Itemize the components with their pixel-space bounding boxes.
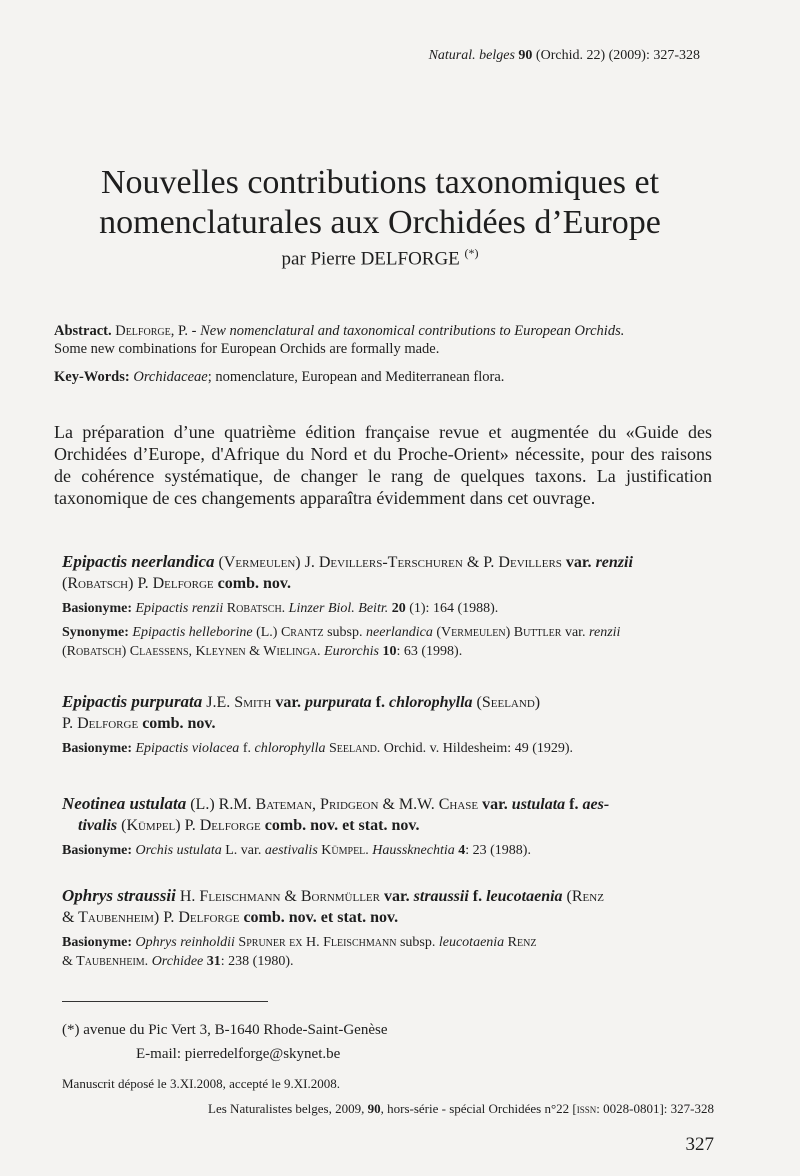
forma-label: f. — [569, 796, 579, 813]
journal-footer — [208, 1101, 714, 1117]
taxon-name: Epipactis neerlandica — [62, 552, 215, 571]
footer-text-1: Les Naturalistes belges, 2009, — [208, 1101, 365, 1116]
basionym-authority: Spruner ex H. Fleischmann — [238, 935, 397, 950]
subsp-authority: (Vermeulen) Buttler — [436, 625, 562, 640]
journal-volume: 90 — [518, 48, 533, 63]
variety — [275, 694, 472, 711]
synonym-name: Epipactis helleborine — [132, 625, 253, 640]
var-authority: (Robatsch) Claessens, Kleynen & Wielinga. — [62, 644, 321, 659]
footer-volume: 90 — [367, 1101, 381, 1116]
basionym-journal: Linzer Biol. Beitr. — [288, 601, 389, 616]
basionym — [62, 599, 712, 618]
forma-authority: (Renz — [566, 888, 604, 905]
taxon-entry — [62, 691, 712, 758]
combination-status: comb. nov. et stat. nov. — [264, 817, 420, 834]
basionym-volume: 20 — [391, 601, 406, 616]
subsp-authority: Renz — [507, 935, 537, 950]
forma-label: f. — [242, 741, 251, 756]
variety — [384, 888, 563, 905]
combination-authority: (Kümpel) P. Delforge — [121, 817, 261, 834]
basionym — [62, 739, 712, 758]
subsp-authority-continued: & Taubenheim. — [62, 954, 149, 969]
var-label: var. — [564, 625, 586, 640]
combination-authority: & Taubenheim) P. Delforge — [62, 909, 240, 926]
subsp-label: subsp. — [399, 935, 436, 950]
synonym-label: Synonyme: — [62, 625, 129, 640]
entry-heading — [62, 691, 712, 734]
var-label: var. — [240, 843, 262, 858]
forma-authority: (Seeland) — [476, 694, 541, 711]
taxon-authority: H. Fleischmann & Bornmüller — [179, 888, 380, 905]
page-number: 327 — [685, 1134, 714, 1155]
basionym-reference: Orchid. v. Hildesheim: 49 (1929). — [383, 741, 574, 756]
author-footnote-mark: (*) — [464, 246, 479, 260]
forma-label: f. — [375, 694, 385, 711]
forma-name-part-1: aes- — [582, 796, 610, 813]
basionym-volume: 4 — [458, 843, 466, 858]
basionym-label: Basionyme: — [62, 843, 132, 858]
footer-text-3: : 0028-0801]: 327-328 — [596, 1101, 714, 1116]
subsp-name: neerlandica — [366, 625, 433, 640]
var-label: var. — [482, 796, 508, 813]
paper-title — [0, 163, 760, 243]
abstract-title: New nomenclatural and taxonomical contributions to European Orchids. — [200, 323, 625, 339]
abstract-author: Delforge — [115, 323, 171, 339]
intro-paragraph: La préparation d’une quatrième édition française revue et augmentée du «Guide des Orchidées d’Europe, d'Afrique du Nord et du Proche-Orient» nécessite, pour des raisons de cohérence systématique, de changer le rang de quelques taxons. La justification taxonomique de ces changements apparaîtra évidemment dans cet ouvrage. — [54, 422, 712, 508]
journal-issue: (Orchid. 22) (2009): 327-328 — [535, 48, 700, 63]
combination-status: comb. nov. — [142, 715, 216, 732]
var-label: var. — [384, 888, 410, 905]
title-line-1: Nouvelles contributions taxonomiques et — [100, 163, 660, 201]
basionym-volume: 31 — [206, 954, 221, 969]
combination-status: comb. nov. — [217, 575, 291, 592]
keywords-family: Orchidaceae — [133, 369, 208, 385]
manuscript-dates: Manuscrit déposé le 3.XI.2008, accepté le 9.XI.2008. — [62, 1076, 340, 1091]
var-name: renzii — [589, 625, 621, 640]
footer-issn-label: issn — [576, 1101, 597, 1116]
var-name: aestivalis — [264, 843, 318, 858]
basionym-reference: (1): 164 (1988). — [409, 601, 499, 616]
var-name: purpurata — [304, 694, 372, 711]
basionym-label: Basionyme: — [62, 601, 132, 616]
combination-authority: (Robatsch) P. Delforge — [62, 575, 214, 592]
subsp-label: subsp. — [327, 625, 363, 640]
basionym-reference: : 238 (1980). — [220, 954, 294, 969]
entry-heading — [62, 885, 712, 928]
var-name: renzii — [595, 554, 633, 571]
forma-name-part-2: tivalis — [78, 817, 118, 834]
forma-name: chlorophylla — [254, 741, 326, 756]
abstract-label: Abstract. — [54, 323, 112, 339]
basionym-name: Ophrys reinholdii — [135, 935, 235, 950]
entry-heading — [62, 793, 712, 836]
forma-name: leucotaenia — [486, 888, 563, 905]
abstract-text: Some new combinations for European Orchids are formally made. — [54, 341, 440, 357]
subsp-name: leucotaenia — [438, 935, 505, 950]
abstract-author-rest: , P. - — [170, 323, 197, 339]
taxon-authority: (Vermeulen) J. Devillers-Terschuren & P. Devillers — [218, 554, 562, 571]
abstract — [54, 322, 714, 358]
basionym-journal: Haussknechtia — [372, 843, 455, 858]
var-name: ustulata — [511, 796, 566, 813]
taxon-authority: (L.) R.M. Bateman, Pridgeon & M.W. Chase — [190, 796, 479, 813]
author-line — [0, 246, 760, 270]
basionym-label: Basionyme: — [62, 741, 132, 756]
footnote-address: (*) avenue du Pic Vert 3, B-1640 Rhode-Saint-Genèse — [62, 1022, 388, 1038]
taxon-authority: J.E. Smith — [206, 694, 272, 711]
synonym-reference: : 63 (1998). — [396, 644, 463, 659]
basionym-authority: Robatsch. — [226, 601, 286, 616]
keywords-text: ; nomenclature, European and Mediterranean flora. — [207, 369, 505, 385]
basionym-label: Basionyme: — [62, 935, 132, 950]
footnote-divider — [62, 1001, 268, 1002]
basionym-name: Epipactis violacea — [135, 741, 240, 756]
author-name: par Pierre DELFORGE — [281, 248, 460, 270]
taxon-name: Ophrys straussii — [62, 886, 176, 905]
var-name: straussii — [413, 888, 469, 905]
forma-label: f. — [472, 888, 483, 905]
keywords-label: Key-Words: — [54, 369, 130, 385]
basionym-reference: : 23 (1988). — [465, 843, 531, 858]
variety-continued — [62, 817, 117, 834]
taxon-entry — [62, 885, 712, 971]
synonym-volume: 10 — [382, 644, 397, 659]
basionym — [62, 841, 712, 860]
variety — [482, 796, 609, 813]
footer-text-2: , hors-série - spécial Orchidées n°22 [ — [380, 1101, 577, 1116]
synonym — [62, 623, 712, 661]
basionym-authority: Seeland. — [329, 741, 381, 756]
taxon-entry — [62, 793, 712, 860]
basionym-name: Epipactis renzii — [135, 601, 224, 616]
synonym-journal: Eurorchis — [324, 644, 379, 659]
combination-authority: P. Delforge — [62, 715, 139, 732]
journal-citation — [429, 48, 700, 64]
combination-status: comb. nov. et stat. nov. — [243, 909, 399, 926]
var-label: var. — [565, 554, 592, 571]
basionym-authority: L. — [225, 843, 238, 858]
footnote-email: E-mail: pierredelforge@skynet.be — [136, 1046, 341, 1062]
entry-heading — [62, 551, 712, 594]
basionym-journal: Orchidee — [151, 954, 204, 969]
synonym-authority: (L.) Crantz — [256, 625, 324, 640]
basionym — [62, 933, 712, 971]
taxon-name: Epipactis purpurata — [62, 692, 203, 711]
var-label: var. — [275, 694, 301, 711]
keywords — [54, 369, 714, 386]
taxon-entry — [62, 551, 712, 661]
variety — [566, 554, 633, 571]
taxon-name: Neotinea ustulata — [62, 794, 187, 813]
var-authority: Kümpel. — [321, 843, 369, 858]
forma-name: chlorophylla — [388, 694, 473, 711]
basionym-name: Orchis ustulata — [135, 843, 222, 858]
title-line-2: nomenclaturales aux Orchidées d’Europe — [99, 203, 661, 241]
journal-name: Natural. belges — [428, 48, 515, 63]
